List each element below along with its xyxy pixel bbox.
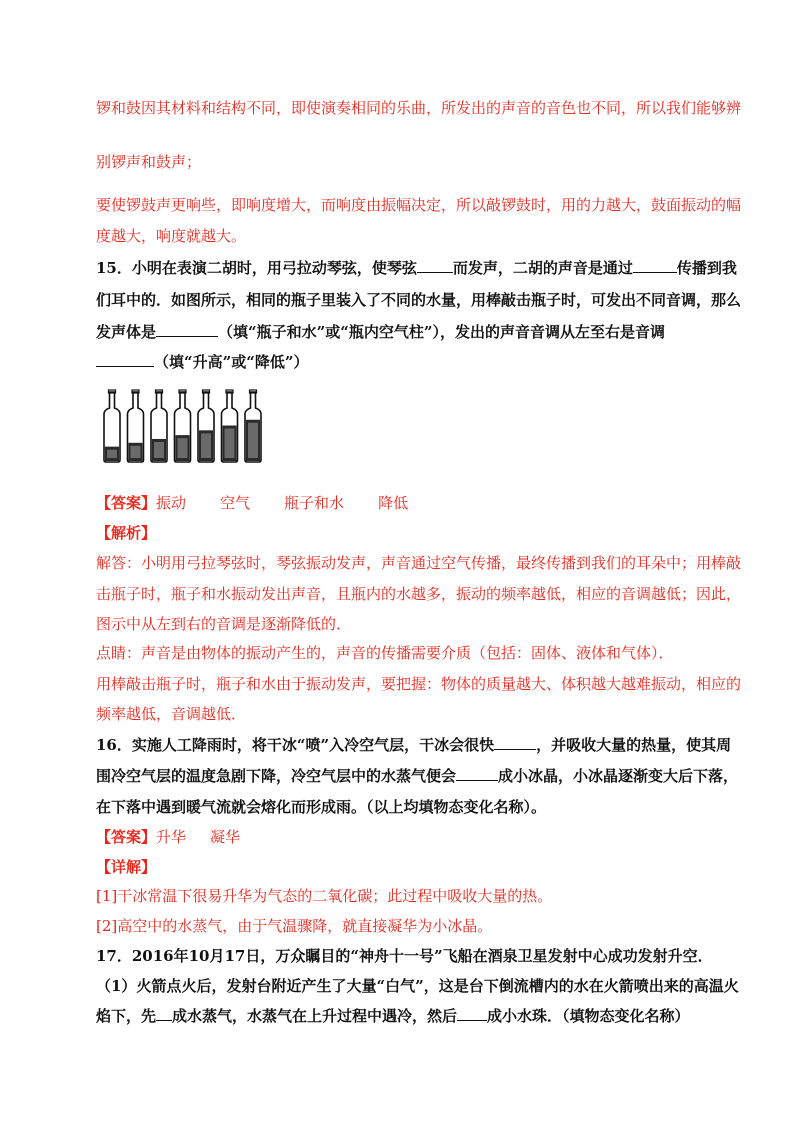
q16-detail-line-2: [2]高空中的水蒸气，由于气温骤降，就直接凝华为小冰晶。	[96, 917, 493, 935]
q17-blank-2	[457, 1006, 487, 1021]
prev-analysis-line-4: 度越大，响度就越大。	[96, 227, 247, 245]
q17-line-2: （1）火箭点火后，发射台附近产生了大量“白气”，这是台下倒流槽内的水在火箭喷出来的高温火	[96, 977, 739, 995]
bottle	[104, 390, 120, 462]
q16-blank-1	[494, 735, 536, 750]
q16-detail-line-1: [1]干冰常温下很易升华为气态的二氧化碳；此过程中吸收大量的热。	[96, 887, 553, 905]
q15-analysis-line-1: 解答：小明用弓拉琴弦时，琴弦振动发声，声音通过空气传播，最终传播到我们的耳朵中；用棒敲	[96, 554, 742, 572]
q17-blank-1	[156, 1006, 172, 1021]
q16-line-2: 围冷空气层的温度急剧下降，冷空气层中的水蒸气便会 成小冰晶，小冰晶逐渐变大后下落，	[96, 767, 739, 785]
q15-blank-4	[96, 352, 154, 367]
q17-line-3: 焰下，先 成水蒸气，水蒸气在上升过程中遇冷，然后 成小水珠．（填物态变化名称）	[96, 1007, 690, 1025]
bottle-water-shade	[248, 423, 258, 458]
q17-line-1: 17．2016年10月17日，万众瞩目的“神舟十一号”飞船在酒泉卫星发射中心成功发射升空．	[96, 947, 713, 965]
bottle-water-shade	[107, 450, 117, 458]
bottle	[222, 390, 238, 462]
q15-answer-3: 瓶子和水	[284, 494, 345, 512]
bottle	[245, 390, 261, 462]
q15-analysis-line-2: 击瓶子时，瓶子和水振动发出声音，且瓶内的水越多，振动的频率越低，相应的音调越低；因此，	[96, 585, 742, 603]
bottle	[151, 390, 167, 462]
q16-line-1: 16．实施人工降雨时，将干冰“喷”入冷空气层，干冰会很快 ，并吸收大量的热量，使其周	[96, 736, 732, 754]
bottles-figure	[102, 386, 282, 466]
bottle	[198, 390, 214, 462]
q16-answer-row	[96, 827, 240, 847]
q15-analysis-line-3: 图示中从左到右的音调是逐渐降低的．	[96, 615, 352, 633]
q15-answer-1: 振动	[156, 494, 187, 512]
q15-analysis-line-5: 用棒敲击瓶子时，瓶子和水由于振动发声，要把握：物体的质量越大、体积越大越难振动，相应的	[96, 675, 742, 693]
answer-label: 【答案】	[96, 494, 157, 512]
q15-answer-4: 降低	[378, 494, 409, 512]
q16-blank-2	[456, 766, 498, 781]
q15-line-1: 15．小明在表演二胡时，用弓拉动琴弦，使琴弦 而发声，二胡的声音是通过 传播到我	[96, 259, 737, 277]
q15-analysis-line-4: 点睛：声音是由物体的振动产生的，声音的传播需要介质（包括：固体、液体和气体）．	[96, 644, 674, 662]
q15-line-4: （填“升高”或“降低”）	[96, 352, 309, 372]
q15-blank-1	[417, 258, 453, 273]
bottle	[175, 390, 191, 462]
bottle-water-shade	[154, 442, 164, 458]
q15-blank-3	[156, 322, 218, 337]
q15-analysis-line-6: 频率越低，音调越低．	[96, 705, 247, 723]
bottle	[128, 390, 144, 462]
prev-analysis-line-2: 别锣声和鼓声；	[96, 153, 202, 171]
q16-answer-2: 凝华	[210, 828, 241, 846]
q15-line-2: 们耳中的．如图所示，相同的瓶子里装入了不同的水量，用棒敲击瓶子时，可发出不同音调，那么	[96, 291, 742, 309]
prev-analysis-line-1: 锣和鼓因其材料和结构不同，即使演奏相同的乐曲，所发出的声音的音色也不同，所以我们能够辨	[96, 99, 742, 117]
analysis-label: 【解析】	[96, 524, 157, 542]
bottle-water-shade	[225, 429, 235, 458]
bottle-water-shade	[201, 433, 211, 458]
bottle-water-shade	[178, 438, 188, 458]
answer-label: 【答案】	[96, 828, 157, 846]
q16-answer-1: 升华	[156, 828, 187, 846]
q16-line-3: 在下落中遇到暖气流就会熔化而形成雨。（以上均填物态变化名称）。	[96, 798, 547, 816]
detail-label: 【详解】	[96, 858, 157, 876]
q15-blank-2	[633, 258, 677, 273]
q15-answer-2: 空气	[220, 494, 251, 512]
q15-line-3: 发声体是 （填“瓶子和水”或“瓶内空气柱”），发出的声音音调从左至右是音调	[96, 323, 666, 341]
bottle-water-shade	[131, 446, 141, 458]
prev-analysis-line-3: 要使锣鼓声更响些，即响度增大，而响度由振幅决定，所以敲锣鼓时，用的力越大，鼓面振动的幅	[96, 196, 742, 214]
q15-answer-row	[96, 493, 408, 513]
